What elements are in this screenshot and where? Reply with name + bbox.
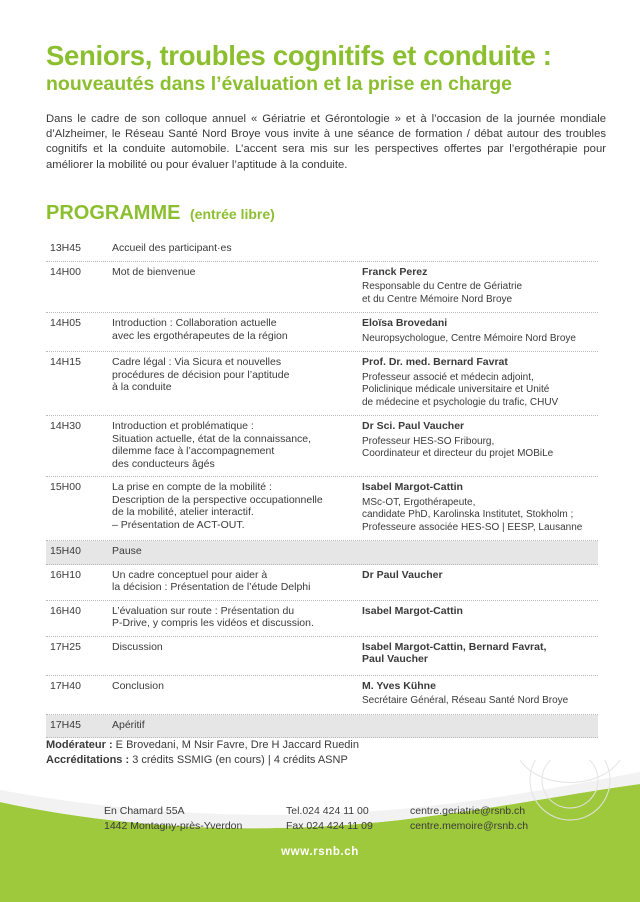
phone-number: Tel.024 424 11 00 <box>286 805 369 817</box>
programme-table <box>46 238 598 738</box>
speaker-name: Dr Sci. Paul Vaucher <box>362 420 465 432</box>
speaker-name: M. Yves Kühne <box>362 679 436 692</box>
moderators-label: Modérateur : <box>46 739 113 751</box>
page-title: Seniors, troubles cognitifs et conduite : <box>46 40 552 71</box>
row-speaker <box>362 317 598 345</box>
programme-row <box>46 715 598 739</box>
row-speaker <box>362 605 598 630</box>
speaker-role: Professeur HES-SO Fribourg, Coordinateur et directeur du projet MOBiLe <box>362 435 554 459</box>
speaker-role: Neuropsychologue, Centre Mémoire Nord Broye <box>362 332 576 344</box>
footer-phone <box>286 804 373 834</box>
row-topic: Introduction et problématique : Situation actuelle, état de la connaissance, dilemme face à l’accompagnement des conducteurs âgés <box>112 420 312 470</box>
footer-address <box>104 804 242 834</box>
programme-row <box>46 262 598 314</box>
row-time: 15H40 <box>50 545 81 557</box>
address-line-2: 1442 Montagny-près-Yverdon <box>104 820 243 832</box>
row-speaker <box>362 242 598 255</box>
programme-row <box>46 477 598 541</box>
row-speaker <box>362 356 598 409</box>
row-topic: Pause <box>112 545 142 557</box>
row-topic: Cadre légal : Via Sicura et nouvelles procédures de décision pour l’aptitude à la conduite <box>112 356 290 393</box>
row-speaker <box>362 569 598 594</box>
footer-email <box>410 804 528 834</box>
programme-row <box>46 416 598 477</box>
accreditations-label: Accréditations : <box>46 754 130 766</box>
intro-paragraph: Dans le cadre de son colloque annuel « Gériatrie et Gérontologie » et à l’occasion de la journée mondiale d’Alzheimer, le Réseau Santé Nord Broye vous invite à une séance de formation / débat autour des troubles cognitifs et la conduite automobile. L’accent sera mis sur les perspectives offertes par l’ergothérapie pour améliorer la mobilité ou pour évaluer l’aptitude à la conduite. <box>46 113 606 171</box>
row-time: 14H30 <box>50 420 81 432</box>
speaker-role: Secrétaire Général, Réseau Santé Nord Broye <box>362 695 569 706</box>
row-topic: Conclusion <box>112 679 164 692</box>
row-speaker <box>362 641 598 669</box>
speaker-name: Isabel Margot-Cattin <box>362 481 463 493</box>
row-time: 14H15 <box>50 356 81 368</box>
speaker-name: Dr Paul Vaucher <box>362 568 443 581</box>
fax-number: Fax 024 424 11 09 <box>286 820 373 832</box>
programme-row <box>46 676 598 715</box>
row-time: 16H10 <box>50 568 81 581</box>
speaker-name: Franck Perez <box>362 265 428 278</box>
programme-row <box>46 313 598 352</box>
row-topic: Un cadre conceptuel pour aider à la décision : Présentation de l’étude Delphi <box>112 568 311 593</box>
row-speaker <box>362 481 598 534</box>
website-link[interactable]: www.rsnb.ch <box>281 846 359 858</box>
speaker-name: Isabel Margot-Cattin, Bernard Favrat, Paul Vaucher <box>362 640 547 665</box>
row-topic: Apéritif <box>112 718 145 731</box>
speaker-name: Prof. Dr. med. Bernard Favrat <box>362 356 508 368</box>
email-memoire-link[interactable]: centre.memoire@rsnb.ch <box>410 820 529 832</box>
row-speaker <box>362 420 598 470</box>
programme-title: PROGRAMME <box>46 202 181 224</box>
address-line-1: En Chamard 55A <box>104 805 185 817</box>
row-time: 13H45 <box>50 242 81 254</box>
moderators-line <box>46 738 359 753</box>
row-topic: Discussion <box>112 640 163 653</box>
programme-row <box>46 352 598 416</box>
speaker-name: Eloïsa Brovedani <box>362 317 448 329</box>
row-time: 17H45 <box>50 718 81 731</box>
programme-row <box>46 541 598 565</box>
row-time: 14H05 <box>50 317 81 329</box>
programme-row <box>46 238 598 262</box>
row-topic: L’évaluation sur route : Présentation du P-Drive, y compris les vidéos et discussion. <box>112 604 314 629</box>
programme-row <box>46 565 598 601</box>
speaker-role: Professeur associé et médecin adjoint, Policlinique médicale universitaire et Unité de médecine et psychologie du trafic, CHUV <box>362 371 559 408</box>
row-time: 16H40 <box>50 604 81 617</box>
row-topic: La prise en compte de la mobilité : Description de la perspective occupationnelle de la mobilité, atelier interactif. – Présentation de ACT-OUT. <box>112 481 323 531</box>
programme-heading <box>46 202 275 225</box>
email-geriatrie-link[interactable]: centre.geriatrie@rsnb.ch <box>410 805 526 817</box>
row-speaker <box>362 680 598 708</box>
row-topic: Accueil des participant·es <box>112 242 232 254</box>
row-topic: Introduction : Collaboration actuelle avec les ergothérapeutes de la région <box>112 317 288 342</box>
page-subtitle: nouveautés dans l’évaluation et la prise en charge <box>46 73 512 95</box>
row-time: 15H00 <box>50 481 81 493</box>
row-speaker <box>362 545 598 558</box>
programme-row <box>46 601 598 637</box>
row-topic: Mot de bienvenue <box>112 265 196 278</box>
speaker-name: Isabel Margot-Cattin <box>362 604 463 617</box>
row-speaker <box>362 719 598 732</box>
moderators-value: E Brovedani, M Nsir Favre, Dre H Jaccard Ruedin <box>112 739 359 751</box>
programme-note: (entrée libre) <box>190 206 275 222</box>
row-time: 14H00 <box>50 265 81 278</box>
speaker-role: Responsable du Centre de Gériatrie et du Centre Mémoire Nord Broye <box>362 281 523 305</box>
row-time: 17H25 <box>50 640 81 653</box>
programme-row <box>46 637 598 676</box>
row-speaker <box>362 266 598 307</box>
row-time: 17H40 <box>50 679 81 692</box>
accreditations-value: 3 crédits SSMIG (en cours) | 4 crédits ASNP <box>129 754 348 766</box>
speaker-role: MSc-OT, Ergothérapeute, candidate PhD, Karolinska Institutet, Stokholm ; Professeure associée HES-SO | EESP, Lausanne <box>362 496 583 533</box>
